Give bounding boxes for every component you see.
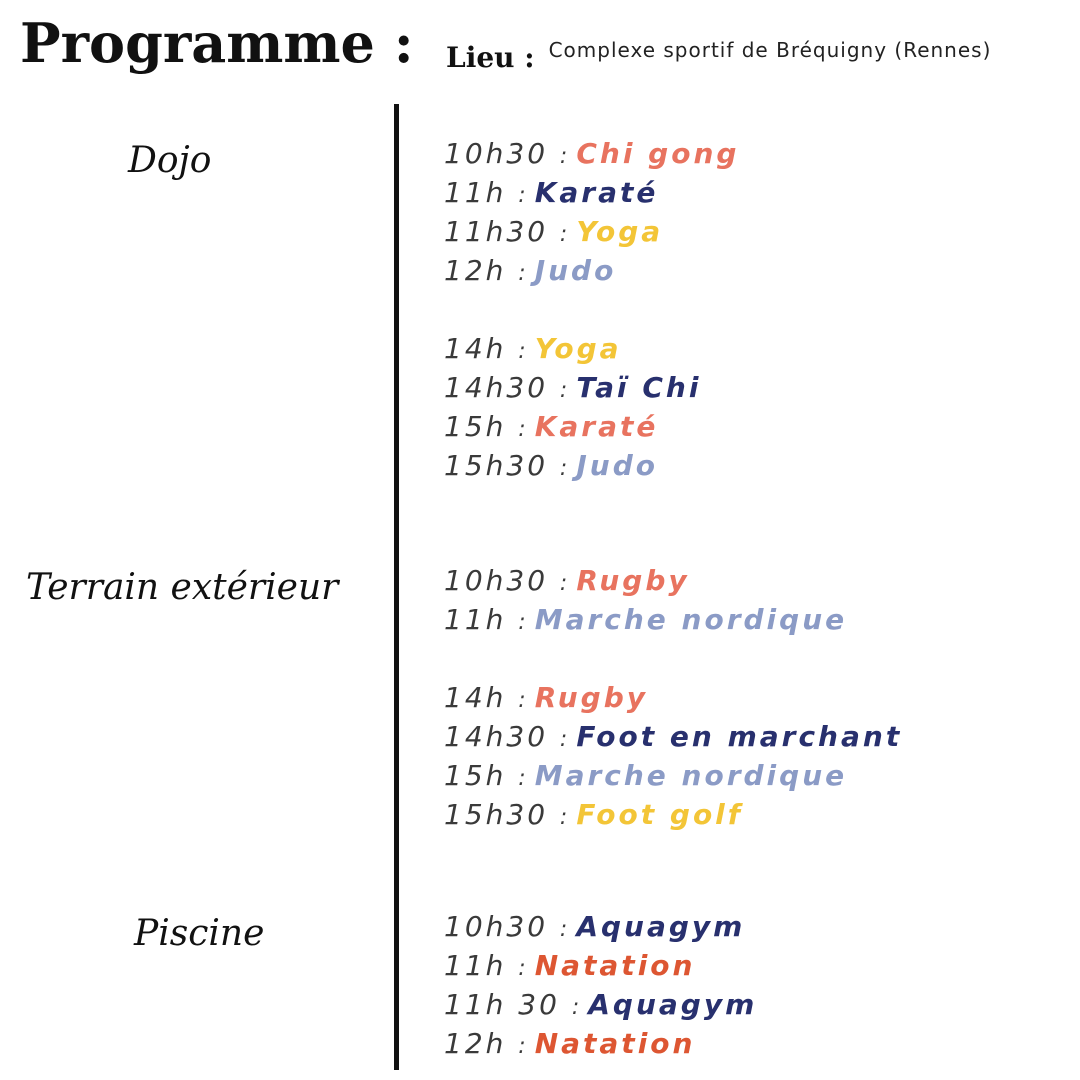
location-label: Lieu : (446, 41, 535, 74)
slot-time: 14h (444, 332, 507, 365)
section-name-piscine: Piscine (134, 913, 265, 954)
schedule-slot: 15h : Marche nordique (444, 759, 848, 792)
slot-activity: Rugby (534, 681, 649, 714)
location-value: Complexe sportif de Bréquigny (Rennes) (548, 38, 992, 62)
slot-activity: Foot en marchant (576, 720, 903, 753)
schedule-slot: 10h30 : Aquagym (444, 910, 746, 943)
schedule-slot: 10h30 : Chi gong (444, 137, 740, 170)
schedule-piscine (444, 907, 757, 1063)
slot-time: 15h30 (444, 798, 549, 831)
schedule-slot: 14h30 : Foot en marchant (444, 720, 903, 753)
schedule-slot: 15h30 : Judo (444, 449, 658, 482)
schedule-slot: 11h : Marche nordique (444, 603, 848, 636)
slot-activity: Yoga (534, 332, 622, 365)
page-title: Programme : (20, 11, 414, 75)
slot-time: 10h30 (444, 564, 549, 597)
slot-time: 11h (444, 603, 507, 636)
slot-activity: Aquagym (576, 910, 746, 943)
schedule-slot: 14h : Rugby (444, 681, 649, 714)
slot-time: 11h (444, 176, 507, 209)
slot-time: 14h30 (444, 720, 549, 753)
slot-time: 15h (444, 410, 507, 443)
schedule-slot: 15h : Karaté (444, 410, 659, 443)
vertical-divider (394, 104, 399, 1070)
schedule-slot: 12h : Judo (444, 254, 617, 287)
slot-time: 15h30 (444, 449, 549, 482)
location (446, 38, 992, 74)
schedule-slot: 11h : Karaté (444, 176, 659, 209)
schedule-terrain-exterieur (444, 561, 902, 834)
slot-activity: Judo (576, 449, 658, 482)
slot-time: 14h (444, 681, 507, 714)
schedule-slot: 14h : Yoga (444, 332, 622, 365)
slot-activity: Karaté (534, 176, 659, 209)
slot-activity: Natation (534, 949, 696, 982)
slot-time: 14h30 (444, 371, 549, 404)
slot-activity: Marche nordique (534, 603, 848, 636)
schedule-slot: 10h30 : Rugby (444, 564, 690, 597)
slot-activity: Rugby (576, 564, 690, 597)
slot-activity: Chi gong (576, 137, 740, 170)
slot-activity: Foot golf (576, 798, 743, 831)
slot-activity: Yoga (576, 215, 664, 248)
section-name-terrain-exterieur: Terrain extérieur (26, 567, 339, 608)
slot-time: 10h30 (444, 910, 549, 943)
slot-time: 11h (444, 949, 507, 982)
slot-time: 12h (444, 254, 507, 287)
schedule-slot: 11h30 : Yoga (444, 215, 664, 248)
slot-activity: Natation (534, 1027, 696, 1060)
schedule-slot: 15h30 : Foot golf (444, 798, 743, 831)
slot-time: 10h30 (444, 137, 549, 170)
slot-activity: Taï Chi (576, 371, 702, 404)
section-name-dojo: Dojo (128, 140, 212, 181)
schedule-slot: 14h30 : Taï Chi (444, 371, 702, 404)
slot-activity: Judo (534, 254, 617, 287)
schedule-slot: 11h : Natation (444, 949, 696, 982)
slot-activity: Karaté (534, 410, 659, 443)
slot-time: 11h30 (444, 215, 549, 248)
slot-time: 11h 30 (444, 988, 560, 1021)
slot-time: 15h (444, 759, 507, 792)
slot-activity: Marche nordique (534, 759, 848, 792)
slot-activity: Aquagym (588, 988, 758, 1021)
slot-time: 12h (444, 1027, 507, 1060)
schedule-dojo (444, 134, 739, 485)
schedule-slot: 12h : Natation (444, 1027, 696, 1060)
schedule-slot: 11h 30 : Aquagym (444, 988, 758, 1021)
